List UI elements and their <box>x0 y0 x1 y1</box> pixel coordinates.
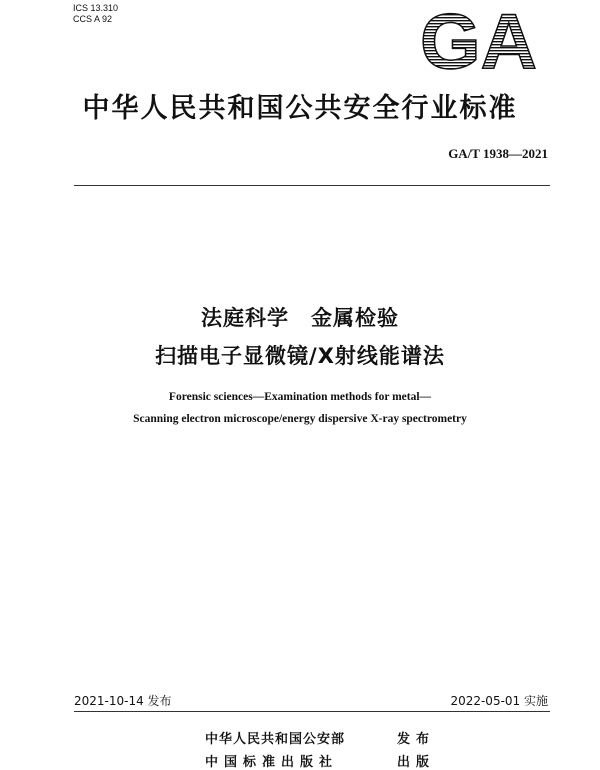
bottom-divider <box>74 711 550 712</box>
chinese-title-line1: 法庭科学 金属检验 <box>201 306 399 330</box>
ccs-code: CCS A 92 <box>73 14 113 24</box>
english-title-line1: Forensic sciences—Examination methods for metal— <box>168 391 432 403</box>
svg-text:GA: GA <box>420 8 537 72</box>
ics-code: ICS 13.310 <box>73 3 119 13</box>
ga-logo <box>418 8 548 72</box>
standard-number: GA/T 1938—2021 <box>448 146 548 161</box>
publisher-ministry-role: 发布 <box>397 732 436 747</box>
standard-category-title: 中华人民共和国公共安全行业标准 <box>82 93 518 124</box>
english-title-line2: Scanning electron microscope/energy dispersive X-ray spectrometry <box>133 413 467 425</box>
top-divider <box>74 185 550 186</box>
publisher-ministry: 中华人民共和国公安部 <box>205 732 346 747</box>
issue-date: 2021-10-14 发布 <box>74 694 172 708</box>
chinese-title-line2: 扫描电子显微镜/X射线能谱法 <box>155 344 445 368</box>
publisher-press: 中国标准出版社 <box>205 755 339 770</box>
implementation-date: 2022-05-01 实施 <box>450 694 548 708</box>
publisher-press-role: 出版 <box>397 755 436 770</box>
